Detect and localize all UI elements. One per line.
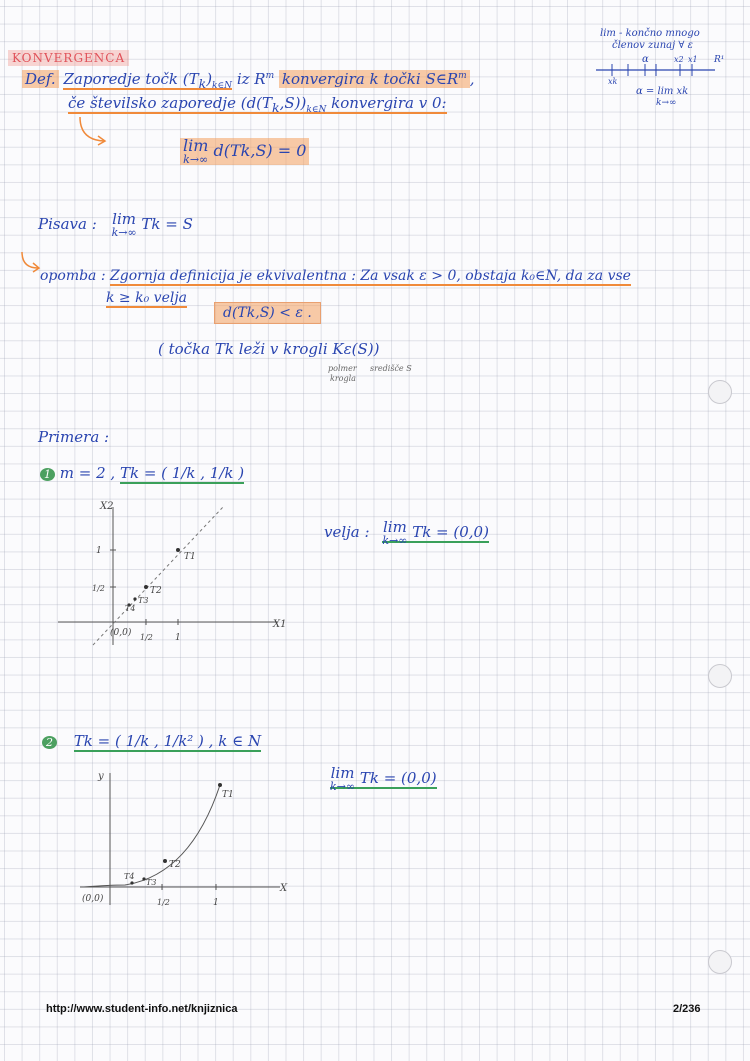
opomba-boxed: d(Tk,S) < ε . [214,302,321,324]
g1-y-axis-label: X2 [100,501,114,512]
g1-origin-label: (0,0) [110,628,132,638]
xk-label: xk [608,77,618,86]
side-note-line1: lim - končno mnogo [600,28,700,39]
g2-point-t2: T2 [169,860,181,870]
x2-label: x2 [674,55,684,64]
r1-label: R¹ [714,55,725,65]
graph-1 [48,495,298,655]
def-text-1d: konvergira k točki S∈R [281,70,459,88]
pisava-lim-sub: k→∞ [111,226,137,239]
definition-line1 [22,70,474,91]
def-formula [180,138,309,165]
def-sub-2: k [272,100,280,115]
g1-xtick-half: 1/2 [140,633,153,642]
def-lim: lim [183,136,209,155]
binder-hole [708,380,732,404]
def-idx-2: k∈N [306,105,327,115]
graph-2 [70,765,310,920]
example1-text: m = 2 , [59,464,116,482]
opomba-text2: k ≥ k₀ velja [106,290,188,306]
section-heading: KONVERGENCA [8,50,129,66]
side-note-line2: členov zunaj ∀ ε [612,40,693,51]
def-lim-sub: k→∞ [183,153,209,166]
example1-seq: Tk = ( 1/k , 1/k ) [119,464,245,482]
polmer-label: polmer [328,364,357,373]
alpha-label: α [642,54,649,65]
opomba-line1 [40,268,631,284]
ex1-lim-sub: k→∞ [382,534,408,547]
velja-label: velja : [324,523,370,541]
def-text-1c: iz R [232,70,266,88]
g2-point-t3: T3 [146,878,157,887]
g1-point-t2: T2 [150,586,162,596]
def-text-2c: konvergira v 0: [326,94,447,112]
g1-ytick-1: 1 [96,546,102,556]
def-idx-1: k∈N [212,81,233,91]
def-text-2b: ,S)) [279,94,307,112]
def-sub-1: k [198,76,207,91]
def-sup-2: m [458,71,467,81]
opomba-line2 [106,290,187,306]
binder-hole [708,950,732,974]
x1-label: x1 [688,55,698,64]
footer-page-number: 2/236 [673,1003,701,1015]
def-sup-1: m [265,71,275,81]
g2-point-t1: T1 [222,790,234,800]
footer-url[interactable]: http://www.student-info.net/knjiznica [46,1003,238,1015]
opomba-note: ( točka Tk leži v krogli Kε(S)) [158,340,380,358]
side-note-formula: α = lim xk [636,86,689,97]
def-formula-body: d(Tk,S) = 0 [213,141,307,160]
def-text-1e: , [469,70,475,88]
g1-x-axis-label: X1 [273,619,287,630]
def-label: Def. [22,70,59,88]
pisava-label: Pisava : [38,215,97,233]
arrow-icon-2 [18,250,42,274]
ex2-lim: lim [330,764,355,782]
example2-row [42,732,261,750]
g1-point-t4: T4 [125,604,136,613]
opomba-label: opomba : [40,268,106,284]
g2-y-axis-label: y [98,771,104,782]
g2-x-axis-label: X [280,883,288,894]
g2-xtick-half: 1/2 [157,898,170,907]
def-text-1b: ) [206,70,213,88]
definition-line2 [68,94,447,115]
example2-result [330,766,437,792]
example2-seq: Tk = ( 1/k , 1/k² ) , k ∈ N [73,732,262,750]
g1-xtick-1: 1 [175,633,181,643]
ex1-result: Tk = (0,0) [412,523,489,541]
pisava-row [38,212,193,238]
def-text-1a: Zaporedje točk (T [63,70,199,88]
ex2-lim-sub: k→∞ [330,780,356,793]
g1-point-t3: T3 [138,596,149,605]
binder-hole [708,664,732,688]
g2-xtick-1: 1 [213,898,219,908]
ex2-result: Tk = (0,0) [359,769,437,787]
g1-ytick-half: 1/2 [92,584,105,593]
example1-number: 1 [40,468,55,481]
opomba-text1: Zgornja definicija je ekvivalentna : Za vsak ε > 0, obstaja k₀∈N, da za vse [110,268,631,284]
krogla-label: krogla [330,374,356,383]
pisava-lim: lim [112,210,136,228]
example1-row [40,464,244,482]
g1-point-t1: T1 [184,552,196,562]
pisava-body: Tk = S [141,215,193,233]
g2-point-t4: T4 [124,872,135,881]
g2-origin-label: (0,0) [82,894,104,904]
example1-result [324,520,489,546]
side-note-formula-sub: k→∞ [656,98,677,108]
def-text-2a: če številsko zaporedje (d(T [68,94,273,112]
primera-label: Primera : [38,428,110,446]
arrow-icon [74,115,114,150]
sredisce-label: središče S [370,364,412,373]
ex1-lim: lim [382,518,407,536]
example2-number: 2 [42,736,57,749]
